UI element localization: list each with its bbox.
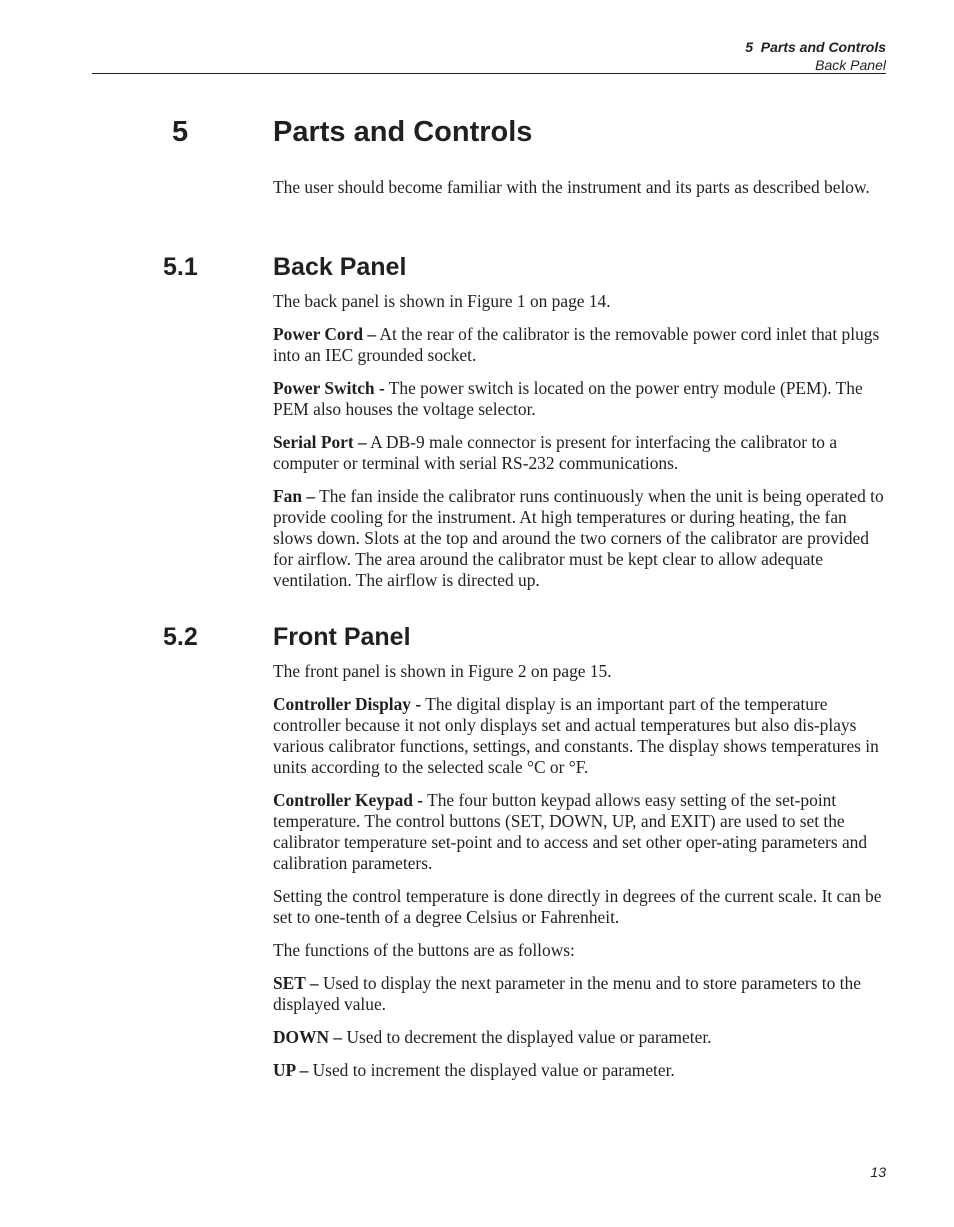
paragraph-text: The back panel is shown in Figure 1 on page 14. xyxy=(273,291,611,311)
paragraph xyxy=(273,940,888,961)
paragraph-text: Used to display the next parameter in the menu and to store parameters to the displayed value. xyxy=(273,973,861,1014)
paragraph-text: The fan inside the calibrator runs continuously when the unit is being operated to provide cooling for the instrument. At high temperatures or during heating, the fan slows down. Slots at the top and around the two corners of the calibrator are provided for airflow. The area around the calibrator must be kept clear to allow adequate ventilation. The airflow is directed up. xyxy=(273,486,884,590)
paragraph-text: A DB-9 male connector is present for interfacing the calibrator to a computer or terminal with serial RS-232 communications. xyxy=(273,432,838,473)
section-body-front-panel xyxy=(273,661,888,1081)
page-number: 13 xyxy=(870,1164,886,1180)
header-rule xyxy=(92,73,886,74)
paragraph xyxy=(273,661,888,682)
paragraph-text: The front panel is shown in Figure 2 on page 15. xyxy=(273,661,612,681)
paragraph-set xyxy=(273,973,888,1015)
chapter-intro: The user should become familiar with the instrument and its parts as described below. xyxy=(273,177,870,197)
paragraph xyxy=(273,886,888,928)
section-title: Back Panel xyxy=(273,253,407,281)
paragraph-power-switch xyxy=(273,378,888,420)
paragraph-text: The four button keypad allows easy setting of the set-point temperature. The control buttons (SET, DOWN, UP, and EXIT) are used to set the calibrator temperature set-point and to access and set other oper-ating parameters and calibration parameters. xyxy=(273,790,868,873)
section-body-back-panel xyxy=(273,291,888,591)
term-label: Controller Display - xyxy=(273,694,422,714)
paragraph-serial-port xyxy=(273,432,888,474)
section-title: Front Panel xyxy=(273,623,411,651)
paragraph-down xyxy=(273,1027,888,1048)
section-number: 5.1 xyxy=(163,253,198,281)
paragraph-power-cord xyxy=(273,324,888,366)
running-head xyxy=(745,38,886,74)
section-number: 5.2 xyxy=(163,623,198,651)
term-label: Fan – xyxy=(273,486,316,506)
running-head-section: Back Panel xyxy=(815,57,886,73)
paragraph-text: At the rear of the calibrator is the removable power cord inlet that plugs into an IEC grounded socket. xyxy=(273,324,880,365)
paragraph-text: The power switch is located on the power entry module (PEM). The PEM also houses the voltage selector. xyxy=(273,378,863,419)
paragraph-text: Used to decrement the displayed value or parameter. xyxy=(342,1027,712,1047)
paragraph-text: The digital display is an important part of the temperature controller because it not only displays set and actual temperatures but also dis-plays various calibrator functions, settings, and constants. The display shows temperatures in units according to the selected scale °C or °F. xyxy=(273,694,879,777)
chapter-number: 5 xyxy=(172,116,189,148)
chapter-intro-block xyxy=(273,177,888,198)
paragraph-fan xyxy=(273,486,888,591)
paragraph-up xyxy=(273,1060,888,1081)
term-label: UP – xyxy=(273,1060,309,1080)
term-label: SET – xyxy=(273,973,319,993)
paragraph-text: Setting the control temperature is done directly in degrees of the current scale. It can be set to one-tenth of a degree Celsius or Fahrenheit. xyxy=(273,886,882,927)
paragraph-text: The functions of the buttons are as follows: xyxy=(273,940,575,960)
paragraph-controller-display xyxy=(273,694,888,778)
term-label: Controller Keypad - xyxy=(273,790,424,810)
running-head-chapter: 5 Parts and Controls xyxy=(745,39,886,55)
term-label: Power Switch - xyxy=(273,378,385,398)
paragraph-controller-keypad xyxy=(273,790,888,874)
paragraph xyxy=(273,291,888,312)
chapter-title: Parts and Controls xyxy=(273,116,533,148)
term-label: Serial Port – xyxy=(273,432,367,452)
term-label: Power Cord – xyxy=(273,324,377,344)
paragraph-text: Used to increment the displayed value or parameter. xyxy=(308,1060,675,1080)
term-label: DOWN – xyxy=(273,1027,343,1047)
